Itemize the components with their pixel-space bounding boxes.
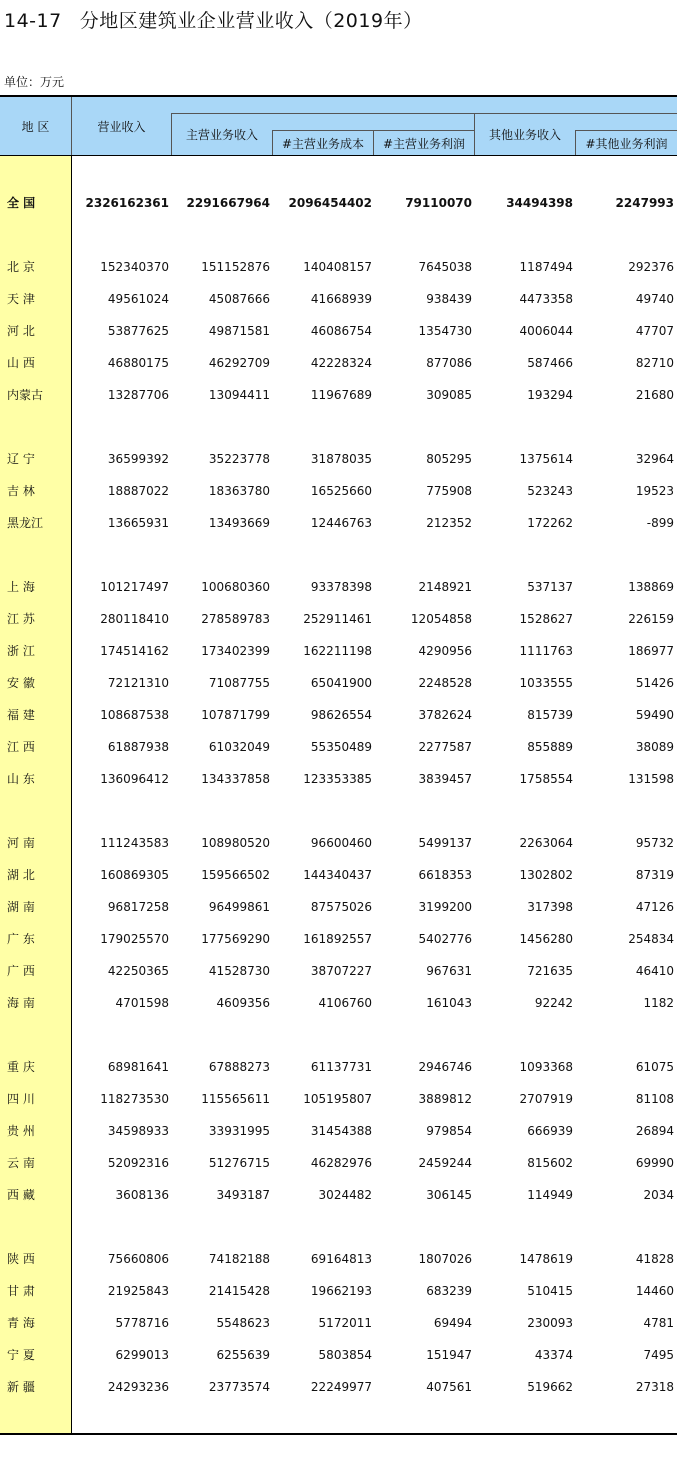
table-row (0, 1276, 677, 1306)
cell-revenue: 96817258 (107, 900, 169, 914)
cell-main-profit: 2459244 (418, 1156, 472, 1170)
region-name: 广 西 (7, 964, 35, 978)
header-other-profit: #其他业务利润 (585, 136, 668, 151)
cell-main-cost: 105195807 (303, 1092, 372, 1106)
cell-main-cost: 31878035 (310, 452, 372, 466)
cell-main-cost: 5803854 (318, 1348, 372, 1362)
table-row (0, 956, 677, 986)
cell-main-profit: 2248528 (418, 676, 472, 690)
cell-main-revenue: 151152876 (201, 260, 270, 274)
region-stub-column (0, 155, 71, 1433)
table-row (0, 668, 677, 698)
cell-other-profit: 47126 (635, 900, 674, 914)
cell-other-revenue: 523243 (527, 484, 573, 498)
table-row (0, 1340, 677, 1370)
region-name: 新 疆 (7, 1380, 35, 1394)
cell-main-revenue: 3493187 (216, 1188, 270, 1202)
region-name: 青 海 (7, 1316, 35, 1330)
cell-main-cost: 12446763 (310, 516, 372, 530)
cell-revenue: 4701598 (115, 996, 169, 1010)
region-name: 内蒙古 (7, 388, 44, 402)
cell-other-profit: 38089 (635, 740, 674, 754)
cell-other-revenue: 43374 (534, 1348, 573, 1362)
region-name: 上 海 (7, 580, 35, 594)
cell-other-profit: 2034 (643, 1188, 674, 1202)
table-row (0, 636, 677, 666)
cell-main-profit: 4290956 (418, 644, 472, 658)
cell-revenue: 136096412 (100, 772, 169, 786)
cell-other-revenue: 1187494 (519, 260, 573, 274)
cell-other-revenue: 34494398 (506, 196, 573, 210)
cell-revenue: 280118410 (100, 612, 169, 626)
region-name: 湖 北 (7, 868, 35, 882)
cell-main-profit: 3889812 (418, 1092, 472, 1106)
table-row (0, 1052, 677, 1082)
cell-revenue: 61887938 (107, 740, 169, 754)
table-row (0, 892, 677, 922)
table-row (0, 764, 677, 794)
table-row (0, 1308, 677, 1338)
cell-main-revenue: 5548623 (216, 1316, 270, 1330)
cell-revenue: 3608136 (115, 1188, 169, 1202)
table-bottom-rule (0, 1433, 677, 1435)
cell-main-cost: 93378398 (310, 580, 372, 594)
cell-main-profit: 79110070 (405, 196, 472, 210)
header-other-revenue: 其他业务收入 (488, 128, 561, 142)
table-row (0, 924, 677, 954)
header-main-revenue: 主营业务收入 (185, 128, 258, 142)
cell-main-profit: 212352 (426, 516, 472, 530)
cell-revenue: 53877625 (107, 324, 169, 338)
cell-other-profit: 69990 (635, 1156, 674, 1170)
cell-main-revenue: 2291667964 (186, 196, 270, 210)
region-name: 云 南 (7, 1156, 35, 1170)
cell-main-profit: 6618353 (418, 868, 472, 882)
cell-main-profit: 161043 (426, 996, 472, 1010)
cell-main-revenue: 173402399 (201, 644, 270, 658)
cell-other-profit: 292376 (628, 260, 674, 274)
cell-other-revenue: 1758554 (519, 772, 573, 786)
cell-revenue: 18887022 (107, 484, 169, 498)
cell-main-cost: 144340437 (303, 868, 372, 882)
cell-main-revenue: 23773574 (208, 1380, 270, 1394)
cell-main-profit: 775908 (426, 484, 472, 498)
cell-main-revenue: 4609356 (216, 996, 270, 1010)
cell-main-profit: 7645038 (418, 260, 472, 274)
cell-revenue: 34598933 (107, 1124, 169, 1138)
cell-main-cost: 16525660 (310, 484, 372, 498)
cell-main-revenue: 18363780 (208, 484, 270, 498)
cell-other-revenue: 1302802 (519, 868, 573, 882)
cell-other-revenue: 537137 (527, 580, 573, 594)
cell-revenue: 13665931 (107, 516, 169, 530)
cell-main-cost: 4106760 (318, 996, 372, 1010)
region-name: 安 徽 (7, 676, 35, 690)
cell-main-cost: 123353385 (303, 772, 372, 786)
region-name: 西 藏 (7, 1188, 35, 1202)
table-row (0, 252, 677, 282)
header-bottom-rule (0, 155, 677, 156)
cell-main-revenue: 46292709 (208, 356, 270, 370)
cell-revenue: 6299013 (115, 1348, 169, 1362)
table-row (0, 860, 677, 890)
table-row (0, 380, 677, 410)
table-row (0, 284, 677, 314)
cell-revenue: 21925843 (107, 1284, 169, 1298)
cell-main-profit: 407561 (426, 1380, 472, 1394)
cell-main-profit: 3199200 (418, 900, 472, 914)
cell-main-cost: 252911461 (303, 612, 372, 626)
cell-main-revenue: 33931995 (208, 1124, 270, 1138)
cell-main-revenue: 100680360 (201, 580, 270, 594)
table-row (0, 348, 677, 378)
table-title: 分地区建筑业企业营业收入（2019年） (79, 10, 423, 32)
cell-main-cost: 11967689 (310, 388, 372, 402)
cell-other-profit: 4781 (643, 1316, 674, 1330)
cell-other-revenue: 721635 (527, 964, 573, 978)
table-row (0, 700, 677, 730)
cell-revenue: 111243583 (100, 836, 169, 850)
cell-other-profit: 59490 (635, 708, 674, 722)
cell-other-revenue: 92242 (534, 996, 573, 1010)
region-name: 河 南 (7, 836, 35, 850)
cell-revenue: 13287706 (107, 388, 169, 402)
cell-main-revenue: 51276715 (208, 1156, 270, 1170)
cell-other-profit: 186977 (628, 644, 674, 658)
region-name: 天 津 (7, 292, 35, 306)
cell-main-revenue: 35223778 (208, 452, 270, 466)
cell-main-revenue: 61032049 (208, 740, 270, 754)
cell-main-profit: 69494 (433, 1316, 472, 1330)
header-main-profit: #主营业务利润 (382, 136, 466, 151)
cell-main-revenue: 177569290 (201, 932, 270, 946)
cell-main-cost: 96600460 (310, 836, 372, 850)
cell-main-profit: 1807026 (418, 1252, 472, 1266)
cell-other-profit: 1182 (643, 996, 674, 1010)
cell-other-profit: 47707 (635, 324, 674, 338)
header-revenue: 营业收入 (97, 119, 146, 134)
cell-other-revenue: 666939 (527, 1124, 573, 1138)
cell-main-cost: 140408157 (303, 260, 372, 274)
cell-main-profit: 5402776 (418, 932, 472, 946)
cell-other-profit: 7495 (643, 1348, 674, 1362)
cell-main-revenue: 278589783 (201, 612, 270, 626)
cell-other-profit: 138869 (628, 580, 674, 594)
cell-other-profit: 41828 (635, 1252, 674, 1266)
cell-main-cost: 38707227 (310, 964, 372, 978)
cell-main-revenue: 108980520 (201, 836, 270, 850)
region-name: 广 东 (7, 932, 35, 946)
table-row (0, 444, 677, 474)
cell-other-profit: 226159 (628, 612, 674, 626)
cell-other-revenue: 1375614 (519, 452, 573, 466)
cell-main-revenue: 134337858 (201, 772, 270, 786)
cell-other-profit: 51426 (635, 676, 674, 690)
cell-revenue: 36599392 (107, 452, 169, 466)
table-row (0, 1180, 677, 1210)
cell-other-profit: 82710 (635, 356, 674, 370)
cell-revenue: 118273530 (100, 1092, 169, 1106)
header-region: 地 区 (21, 119, 50, 134)
cell-main-revenue: 71087755 (208, 676, 270, 690)
table-row (0, 1244, 677, 1274)
region-name: 河 北 (7, 324, 35, 338)
cell-other-revenue: 815602 (527, 1156, 573, 1170)
cell-main-revenue: 13493669 (208, 516, 270, 530)
cell-other-revenue: 1478619 (519, 1252, 573, 1266)
table-row (0, 1148, 677, 1178)
cell-other-profit: 61075 (635, 1060, 674, 1074)
cell-other-revenue: 587466 (527, 356, 573, 370)
region-name: 甘 肃 (7, 1284, 35, 1298)
cell-main-revenue: 67888273 (208, 1060, 270, 1074)
cell-other-profit: 26894 (635, 1124, 674, 1138)
cell-revenue: 75660806 (107, 1252, 169, 1266)
cell-other-profit: 32964 (635, 452, 674, 466)
cell-main-profit: 967631 (426, 964, 472, 978)
cell-main-profit: 683239 (426, 1284, 472, 1298)
cell-other-profit: 49740 (635, 292, 674, 306)
cell-other-revenue: 2707919 (519, 1092, 573, 1106)
cell-other-revenue: 519662 (527, 1380, 573, 1394)
cell-other-profit: -899 (646, 516, 674, 530)
table-row-total (0, 188, 677, 218)
page-title (4, 6, 423, 33)
cell-main-profit: 2946746 (418, 1060, 472, 1074)
table-row (0, 828, 677, 858)
cell-other-revenue: 1528627 (519, 612, 573, 626)
table-number: 14-17 (4, 10, 62, 32)
cell-main-profit: 5499137 (418, 836, 472, 850)
cell-other-revenue: 172262 (527, 516, 573, 530)
cell-main-revenue: 107871799 (201, 708, 270, 722)
cell-revenue: 5778716 (115, 1316, 169, 1330)
cell-other-revenue: 855889 (527, 740, 573, 754)
cell-main-cost: 19662193 (310, 1284, 372, 1298)
cell-other-revenue: 1033555 (519, 676, 573, 690)
cell-main-revenue: 96499861 (208, 900, 270, 914)
cell-main-cost: 46282976 (310, 1156, 372, 1170)
cell-main-profit: 979854 (426, 1124, 472, 1138)
cell-main-revenue: 13094411 (208, 388, 270, 402)
cell-revenue: 2326162361 (85, 196, 169, 210)
cell-other-revenue: 230093 (527, 1316, 573, 1330)
cell-other-revenue: 510415 (527, 1284, 573, 1298)
region-name: 吉 林 (7, 484, 35, 498)
cell-other-revenue: 4006044 (519, 324, 573, 338)
cell-main-revenue: 45087666 (208, 292, 270, 306)
cell-main-revenue: 41528730 (208, 964, 270, 978)
cell-other-profit: 2247993 (615, 196, 674, 210)
cell-revenue: 46880175 (107, 356, 169, 370)
cell-revenue: 49561024 (107, 292, 169, 306)
cell-revenue: 179025570 (100, 932, 169, 946)
region-name: 福 建 (7, 708, 35, 722)
region-name: 湖 南 (7, 900, 35, 914)
cell-other-profit: 14460 (635, 1284, 674, 1298)
cell-main-profit: 3839457 (418, 772, 472, 786)
cell-main-cost: 2096454402 (288, 196, 372, 210)
region-name: 重 庆 (7, 1060, 35, 1074)
region-name: 北 京 (7, 260, 35, 274)
cell-main-profit: 12054858 (410, 612, 472, 626)
cell-other-profit: 19523 (635, 484, 674, 498)
cell-other-revenue: 1456280 (519, 932, 573, 946)
cell-main-profit: 805295 (426, 452, 472, 466)
cell-main-profit: 877086 (426, 356, 472, 370)
cell-main-cost: 161892557 (303, 932, 372, 946)
cell-revenue: 174514162 (100, 644, 169, 658)
region-name: 海 南 (7, 996, 35, 1010)
cell-other-revenue: 1093368 (519, 1060, 573, 1074)
region-name: 黑龙江 (7, 516, 44, 530)
cell-main-cost: 55350489 (310, 740, 372, 754)
region-name: 山 东 (7, 772, 35, 786)
cell-other-profit: 81108 (635, 1092, 674, 1106)
cell-main-cost: 65041900 (310, 676, 372, 690)
unit-label: 单位：万元 (4, 75, 65, 89)
cell-main-profit: 3782624 (418, 708, 472, 722)
cell-other-profit: 27318 (635, 1380, 674, 1394)
cell-revenue: 152340370 (100, 260, 169, 274)
cell-main-cost: 22249977 (310, 1380, 372, 1394)
data-table (0, 95, 677, 1435)
stub-divider (71, 155, 72, 1433)
cell-other-profit: 95732 (635, 836, 674, 850)
cell-main-profit: 309085 (426, 388, 472, 402)
cell-main-revenue: 159566502 (201, 868, 270, 882)
table-row (0, 316, 677, 346)
table-row (0, 604, 677, 634)
region-name: 全 国 (7, 196, 36, 210)
region-name: 江 西 (7, 740, 35, 754)
cell-other-revenue: 317398 (527, 900, 573, 914)
table-row (0, 476, 677, 506)
cell-main-cost: 98626554 (310, 708, 372, 722)
region-name: 山 西 (7, 356, 35, 370)
table-row (0, 988, 677, 1018)
cell-main-revenue: 21415428 (208, 1284, 270, 1298)
cell-main-profit: 306145 (426, 1188, 472, 1202)
header-main-cost: #主营业务成本 (281, 136, 365, 151)
table-row (0, 1372, 677, 1402)
cell-main-cost: 3024482 (318, 1188, 372, 1202)
cell-other-revenue: 2263064 (519, 836, 573, 850)
table-row (0, 1116, 677, 1146)
cell-main-profit: 2277587 (418, 740, 472, 754)
cell-main-cost: 5172011 (318, 1316, 372, 1330)
region-name: 辽 宁 (7, 452, 35, 466)
table-row (0, 508, 677, 538)
region-name: 陕 西 (7, 1252, 35, 1266)
cell-other-revenue: 815739 (527, 708, 573, 722)
cell-other-profit: 87319 (635, 868, 674, 882)
cell-other-revenue: 193294 (527, 388, 573, 402)
region-name: 江 苏 (7, 612, 35, 626)
cell-main-cost: 41668939 (310, 292, 372, 306)
cell-revenue: 108687538 (100, 708, 169, 722)
cell-main-profit: 151947 (426, 1348, 472, 1362)
cell-revenue: 24293236 (107, 1380, 169, 1394)
cell-main-revenue: 74182188 (208, 1252, 270, 1266)
region-name: 四 川 (7, 1092, 35, 1106)
table-row (0, 732, 677, 762)
cell-other-revenue: 114949 (527, 1188, 573, 1202)
cell-main-profit: 1354730 (418, 324, 472, 338)
cell-revenue: 52092316 (107, 1156, 169, 1170)
cell-revenue: 72121310 (107, 676, 169, 690)
cell-main-revenue: 6255639 (216, 1348, 270, 1362)
cell-other-profit: 46410 (635, 964, 674, 978)
cell-main-revenue: 115565611 (201, 1092, 270, 1106)
table-row (0, 1084, 677, 1114)
cell-main-profit: 2148921 (418, 580, 472, 594)
cell-main-cost: 87575026 (310, 900, 372, 914)
table-row (0, 572, 677, 602)
cell-other-revenue: 4473358 (519, 292, 573, 306)
cell-other-revenue: 1111763 (519, 644, 573, 658)
cell-other-profit: 131598 (628, 772, 674, 786)
cell-main-profit: 938439 (426, 292, 472, 306)
cell-main-cost: 42228324 (310, 356, 372, 370)
region-name: 浙 江 (7, 644, 35, 658)
cell-other-profit: 254834 (628, 932, 674, 946)
region-name: 宁 夏 (7, 1348, 35, 1362)
cell-main-revenue: 49871581 (208, 324, 270, 338)
cell-revenue: 101217497 (100, 580, 169, 594)
region-name: 贵 州 (7, 1124, 35, 1138)
cell-other-profit: 21680 (635, 388, 674, 402)
cell-main-cost: 46086754 (310, 324, 372, 338)
cell-revenue: 160869305 (100, 868, 169, 882)
cell-main-cost: 61137731 (310, 1060, 372, 1074)
cell-revenue: 42250365 (107, 964, 169, 978)
cell-main-cost: 31454388 (310, 1124, 372, 1138)
cell-main-cost: 162211198 (303, 644, 372, 658)
cell-main-cost: 69164813 (310, 1252, 372, 1266)
cell-revenue: 68981641 (107, 1060, 169, 1074)
